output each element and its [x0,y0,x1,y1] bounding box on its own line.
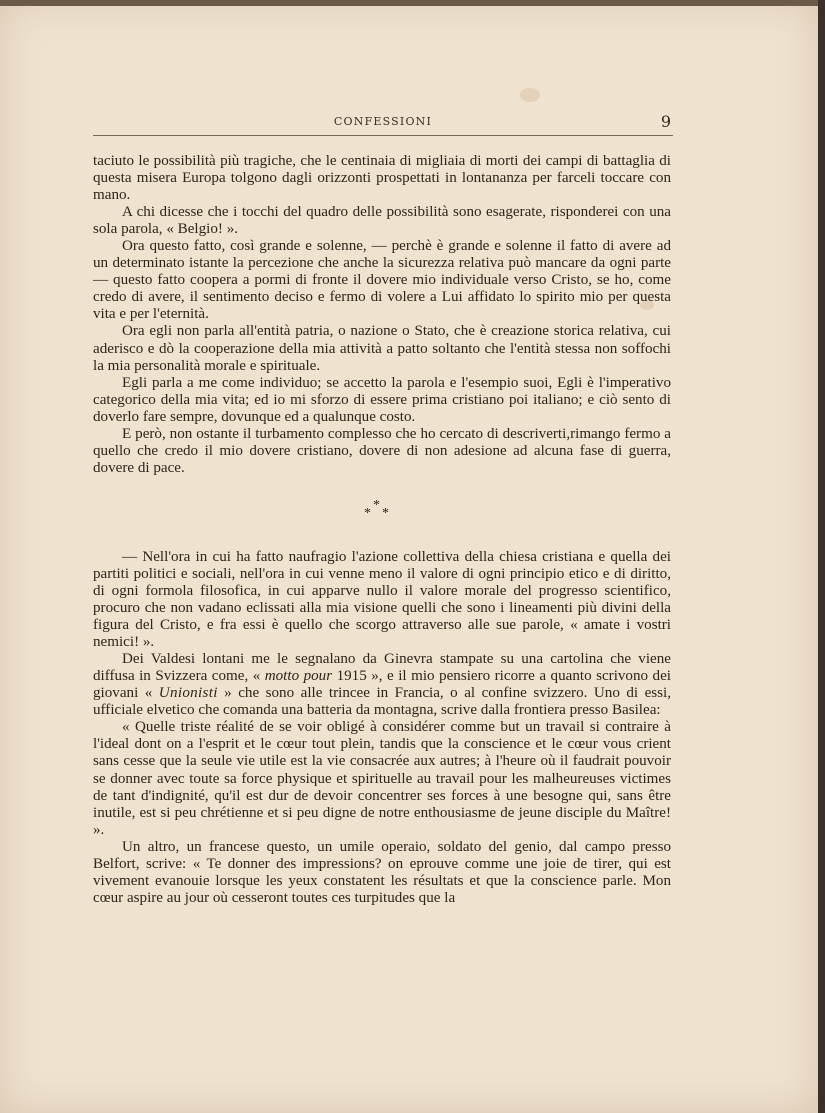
page-top-edge [0,0,825,6]
paragraph: Un altro, un francese questo, un umile operaio, soldato del genio, dal campo presso Belfort, scrive: « Te donner des impressions? on eprouve comme une joie de tirer, qui est vivement evanouie lorsque les yeux constatent les résultats et que la conscience parle. Mon cœur aspire au jour où cesseront toutes ces turpitudes que la [93,838,671,906]
page-right-edge [818,0,825,1113]
quotation-paragraph: « Quelle triste réalité de se voir obligé à considérer comme but un travail si contraire à l'ideal dont on a l'esprit et le cœur tout plein, tandis que la conscience et le cœur vous crient sans cesse que la seule vie utile est la vie consacrée aux autres; à l'heure où il faudrait pouvoir se donner avec toute sa force physique et spirituelle au travail pour les malheureuses victimes de tant d'indignité, qu'il est dur de devoir concentrer ses forces à une besogne qui, sans être inutile, est si peu chrétienne et si peu digne de notre enthousiasme de jeune disciple du Maître! ». [93,719,671,838]
paragraph: taciuto le possibilità più tragiche, che le centinaia di migliaia di morti dei campi di battaglia di questa misera Europa tolgono dagli orizzonti prospettati in lontananza per farceli toccare con mano. [93,153,671,204]
running-title: CONFESSIONI [333,115,433,128]
asterisk: * [373,497,380,513]
page-number: 9 [660,112,671,131]
text-run: 1915 », e il mio pensiero ricorre a quanto scrivono dei giovani « [93,668,671,702]
section-break [93,491,671,536]
paper-stain [520,88,540,102]
paragraph: Ora questo fatto, così grande e solenne, — perchè è grande e solenne il fatto di avere ad un determinato istante la percezione che anche la sicurezza relativa può mancare da ogni parte — questo fatto coopera a pormi di fronte il dovere mio individuale verso Cristo, se ho, come credo di avere, il sentimento deciso e fermo di volere a Lui affidato lo spirito mio per questa vita e per l'eternità. [93,238,671,323]
text-run: » che sono alle trincee in Francia, o al confine svizzero. Uno di essi, ufficiale elvetico che comanda una batteria da montagna, scrive dalla frontiera presso Basilea: [93,685,671,719]
paragraph: — Nell'ora in cui ha fatto naufragio l'azione collettiva della chiesa cristiana e quella dei partiti politici e sociali, nell'ora in cui venne meno il valore di ogni principio etico e di diritto, di ogni formola filosofica, in cui apparve nullo il valore morale del progresso scientifico, procuro che non vadano eclissati alla mia visione quelli che sono i lineamenti più divini della figura del Cristo, e fra essi è quello che scorgo attraverso alle sue parole, « amate i vostri nemici! ». [93,548,671,651]
asterism [363,499,399,529]
italic-unionisti: Unionisti [158,685,218,702]
paragraph: A chi dicesse che i tocchi del quadro delle possibilità sono esagerate, risponderei con una sola parola, « Belgio! ». [93,204,671,238]
asterisk: * [382,505,389,521]
paragraph: E però, non ostante il turbamento complesso che ho cercato di descriverti,rimango fermo a quello che credo il mio dovere cristiano, dovere di non adesione ad alcuna fase di guerra, dovere di pace. [93,425,671,476]
text-run: Dei Valdesi lontani me le segnalano da Ginevra stampate su una cartolina che viene diffusa in Svizzera come, « [93,651,671,685]
asterisk: * [364,505,371,521]
running-header [93,113,673,136]
italic-motto: motto pour [264,668,333,685]
paragraph: Ora egli non parla all'entità patria, o nazione o Stato, che è creazione storica relativa, cui aderisco e dò la cooperazione della mia attività a patto soltanto che l'entità stessa non soffochi la mia personalità morale e spirituale. [93,323,671,374]
page-body [93,153,671,907]
paragraph [93,651,671,719]
paragraph: Egli parla a me come individuo; se accetto la parola e l'esempio suoi, Egli è l'imperativo categorico della mia vita; ed io mi sforzo di essere prima cristiano poi italiano; e ciò sento di doverlo fare sempre, dovunque ed a qualunque costo. [93,374,671,425]
